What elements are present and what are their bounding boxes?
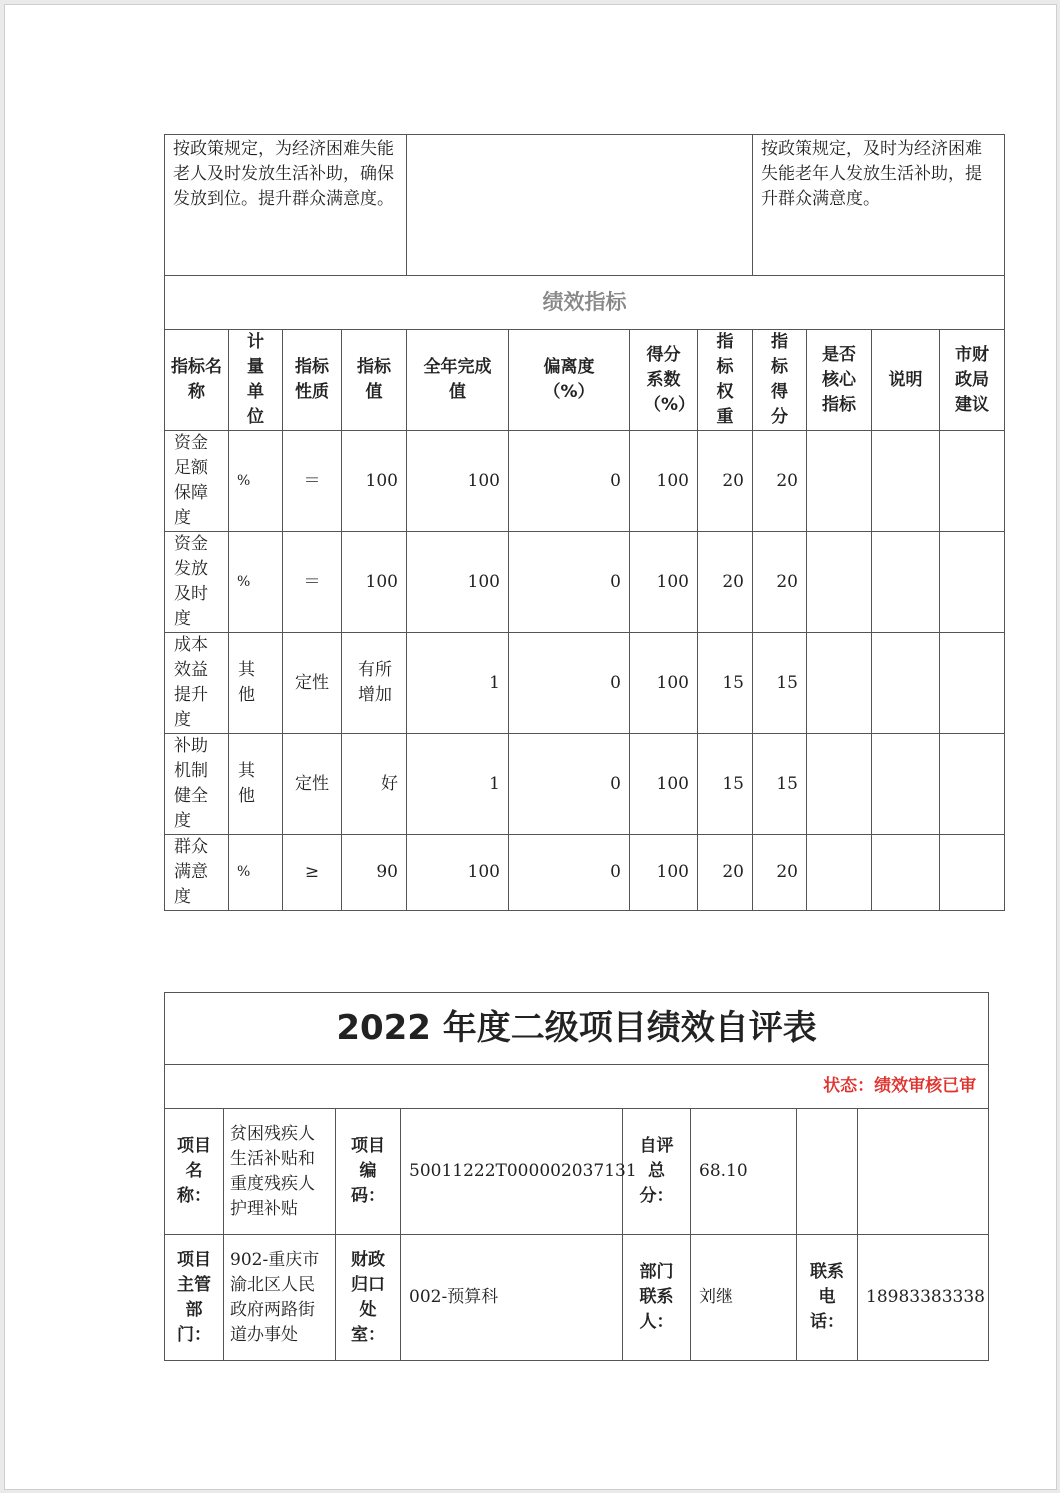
header-score: 指标得分 [753,330,807,431]
empty-cell [407,135,753,276]
deviation-cell: 0 [509,734,630,835]
target-cell: 有所增加 [342,633,407,734]
deviation-cell: 0 [509,633,630,734]
total-score-value: 68.10 [691,1109,797,1235]
score-cell: 20 [753,532,807,633]
header-core: 是否核心指标 [807,330,872,431]
target-description-cell: 按政策规定，为经济困难失能老人及时发放生活补助，确保发放到位。提升群众满意度。 [165,135,407,276]
core-cell [807,835,872,911]
weight-cell: 20 [698,835,753,911]
target-cell: 100 [342,532,407,633]
deviation-cell: 0 [509,431,630,532]
project-code-label: 项目编码： [336,1109,401,1235]
coefficient-cell: 100 [630,734,698,835]
advice-cell [940,835,1005,911]
nature-cell: 定性 [283,633,342,734]
finance-office-label: 财政归口处室： [336,1235,401,1361]
core-cell [807,734,872,835]
coefficient-cell: 100 [630,431,698,532]
contact-label: 部门联系人： [623,1235,691,1361]
header-deviation: 偏离度（%） [509,330,630,431]
header-weight: 指标权重 [698,330,753,431]
score-cell: 20 [753,431,807,532]
empty-cell [797,1109,858,1235]
coefficient-cell: 100 [630,633,698,734]
advice-cell [940,431,1005,532]
status-badge: 状态：绩效审核已审 [165,1065,989,1109]
finance-office-value: 002-预算科 [401,1235,623,1361]
actual-completion-cell: 按政策规定，及时为经济困难失能老年人发放生活补助，提升群众满意度。 [753,135,1005,276]
core-cell [807,431,872,532]
actual-cell: 100 [407,431,509,532]
project-name-value: 贫困残疾人生活补贴和重度残疾人护理补贴 [224,1109,336,1235]
nature-cell: 定性 [283,734,342,835]
notes-cell [872,431,940,532]
indicator-name: 群众满意度 [165,835,229,911]
score-cell: 15 [753,734,807,835]
nature-cell: ＝ [283,431,342,532]
header-notes: 说明 [872,330,940,431]
notes-cell [872,835,940,911]
score-cell: 15 [753,633,807,734]
header-coefficient: 得分系数（%） [630,330,698,431]
indicator-name: 资金足额保障度 [165,431,229,532]
form-title: 2022 年度二级项目绩效自评表 [165,993,989,1065]
actual-cell: 100 [407,532,509,633]
unit-cell: % [229,431,283,532]
weight-cell: 20 [698,431,753,532]
advice-cell [940,734,1005,835]
weight-cell: 20 [698,532,753,633]
table-row [165,532,1005,633]
total-score-label: 自评总分： [623,1109,691,1235]
department-label: 项目主管部门： [165,1235,224,1361]
table-row [165,633,1005,734]
coefficient-cell: 100 [630,532,698,633]
self-evaluation-form [164,992,989,1361]
header-indicator-name: 指标名称 [165,330,229,431]
notes-cell [872,633,940,734]
nature-cell: ≥ [283,835,342,911]
actual-cell: 100 [407,835,509,911]
deviation-cell: 0 [509,835,630,911]
header-row [165,330,1005,431]
target-cell: 好 [342,734,407,835]
advice-cell [940,532,1005,633]
unit-cell: 其他 [229,734,283,835]
score-cell: 20 [753,835,807,911]
document-page [4,4,1057,1490]
core-cell [807,532,872,633]
section-title: 绩效指标 [165,276,1005,330]
indicator-name: 补助机制健全度 [165,734,229,835]
target-cell: 100 [342,431,407,532]
phone-value: 18983383338 [858,1235,989,1361]
header-actual: 全年完成值 [407,330,509,431]
indicator-name: 成本效益提升度 [165,633,229,734]
notes-cell [872,532,940,633]
weight-cell: 15 [698,734,753,835]
department-value: 902-重庆市渝北区人民政府两路街道办事处 [224,1235,336,1361]
notes-cell [872,734,940,835]
project-name-label: 项目名称： [165,1109,224,1235]
contact-value: 刘继 [691,1235,797,1361]
unit-cell: % [229,835,283,911]
unit-cell: 其他 [229,633,283,734]
header-target: 指标值 [342,330,407,431]
header-advice: 市财政局建议 [940,330,1005,431]
actual-cell: 1 [407,633,509,734]
advice-cell [940,633,1005,734]
table-row [165,835,1005,911]
indicator-name: 资金发放及时度 [165,532,229,633]
target-cell: 90 [342,835,407,911]
weight-cell: 15 [698,633,753,734]
performance-indicator-table [164,134,1005,911]
project-code-value: 50011222T000002037131 [401,1109,623,1235]
table-row [165,431,1005,532]
unit-cell: % [229,532,283,633]
table-row [165,734,1005,835]
coefficient-cell: 100 [630,835,698,911]
actual-cell: 1 [407,734,509,835]
core-cell [807,633,872,734]
phone-label: 联系电话： [797,1235,858,1361]
header-nature: 指标性质 [283,330,342,431]
header-unit: 计量单位 [229,330,283,431]
nature-cell: ＝ [283,532,342,633]
deviation-cell: 0 [509,532,630,633]
empty-cell [858,1109,989,1235]
